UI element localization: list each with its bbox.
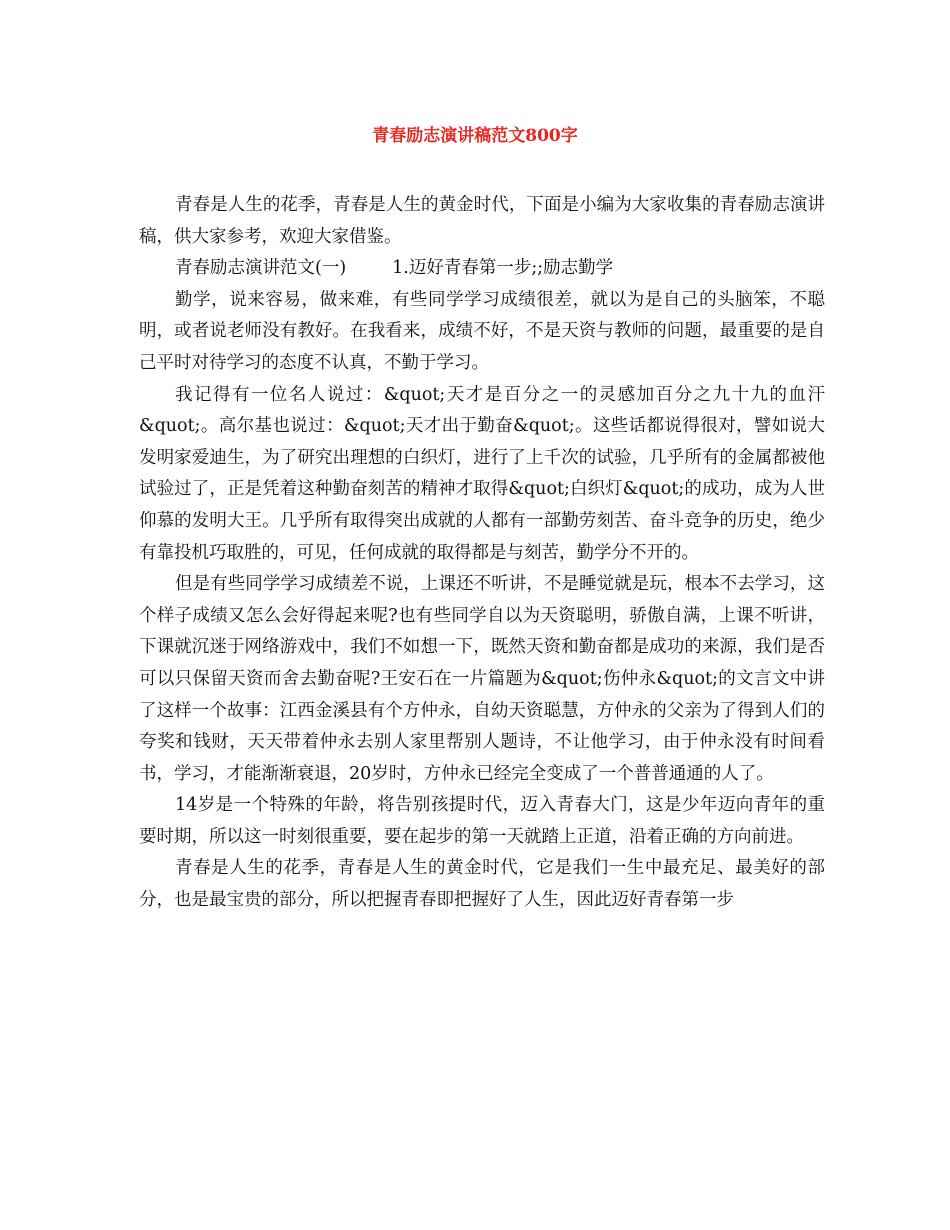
body-paragraph-2: 我记得有一位名人说过：&quot;天才是百分之一的灵感加百分之九十九的血汗&quot;。高尔基也说过：&quot;天才出于勤奋&quot;。这些话都说得很对，譬如说大发明家爱迪生，为了研究出理想的白织灯，进行了上千次的试验，几乎所有的金属都被他试验过了，正是凭着这种勤奋刻苦的精神才取得&quot;白织灯&quot;的成功，成为人世仰慕的发明大王。几乎所有取得突出成就的人都有一部勤劳刻苦、奋斗竞争的历史，绝少有靠投机巧取胜的，可见，任何成就的取得都是与刻苦，勤学分不开的。	[139, 384, 825, 563]
section-heading-label: 青春励志演讲范文(一)	[175, 258, 347, 279]
section-heading	[139, 253, 825, 285]
body-paragraph-5: 青春是人生的花季，青春是人生的黄金时代，它是我们一生中最充足、最美好的部分，也是最宝贵的部分，所以把握青春即把握好了人生，因此迈好青春第一步	[139, 858, 825, 911]
body-paragraph-4: 14岁是一个特殊的年龄，将告别孩提时代，迈入青春大门，这是少年迈向青年的重要时期，所以这一时刻很重要，要在起步的第一天就踏上正道，沿着正确的方向前进。	[139, 795, 825, 847]
section-heading-subtitle: 1.迈好青春第一步;;励志勤学	[392, 258, 614, 279]
document-title: 青春励志演讲稿范文800字	[372, 126, 578, 146]
document-body	[139, 190, 825, 917]
intro-paragraph: 青春是人生的花季，青春是人生的黄金时代，下面是小编为大家收集的青春励志演讲稿，供大家参考，欢迎大家借鉴。	[139, 195, 825, 247]
body-paragraph-3: 但是有些同学学习成绩差不说，上课还不听讲，不是睡觉就是玩，根本不去学习，这个样子成绩又怎么会好得起来呢?也有些同学自以为天资聪明，骄傲自满，上课不听讲，下课就沉迷于网络游戏中，我们不如想一下，既然天资和勤奋都是成功的来源，我们是否可以只保留天资而舍去勤奋呢?王安石在一片篇题为&quot;伤仲永&quot;的文言文中讲了这样一个故事：江西金溪县有个方仲永，自幼天资聪慧，方仲永的父亲为了得到人们的夸奖和钱财，天天带着仲永去别人家里帮别人题诗，不让他学习，由于仲永没有时间看书，学习，才能渐渐衰退，20岁时，方仲永已经完全变成了一个普普通通的人了。	[139, 574, 825, 784]
body-paragraph-1: 勤学，说来容易，做来难，有些同学学习成绩很差，就以为是自己的头脑笨，不聪明，或者说老师没有教好。在我看来，成绩不好，不是天资与教师的问题，最重要的是自己平时对待学习的态度不认真，不勤于学习。	[139, 289, 825, 373]
